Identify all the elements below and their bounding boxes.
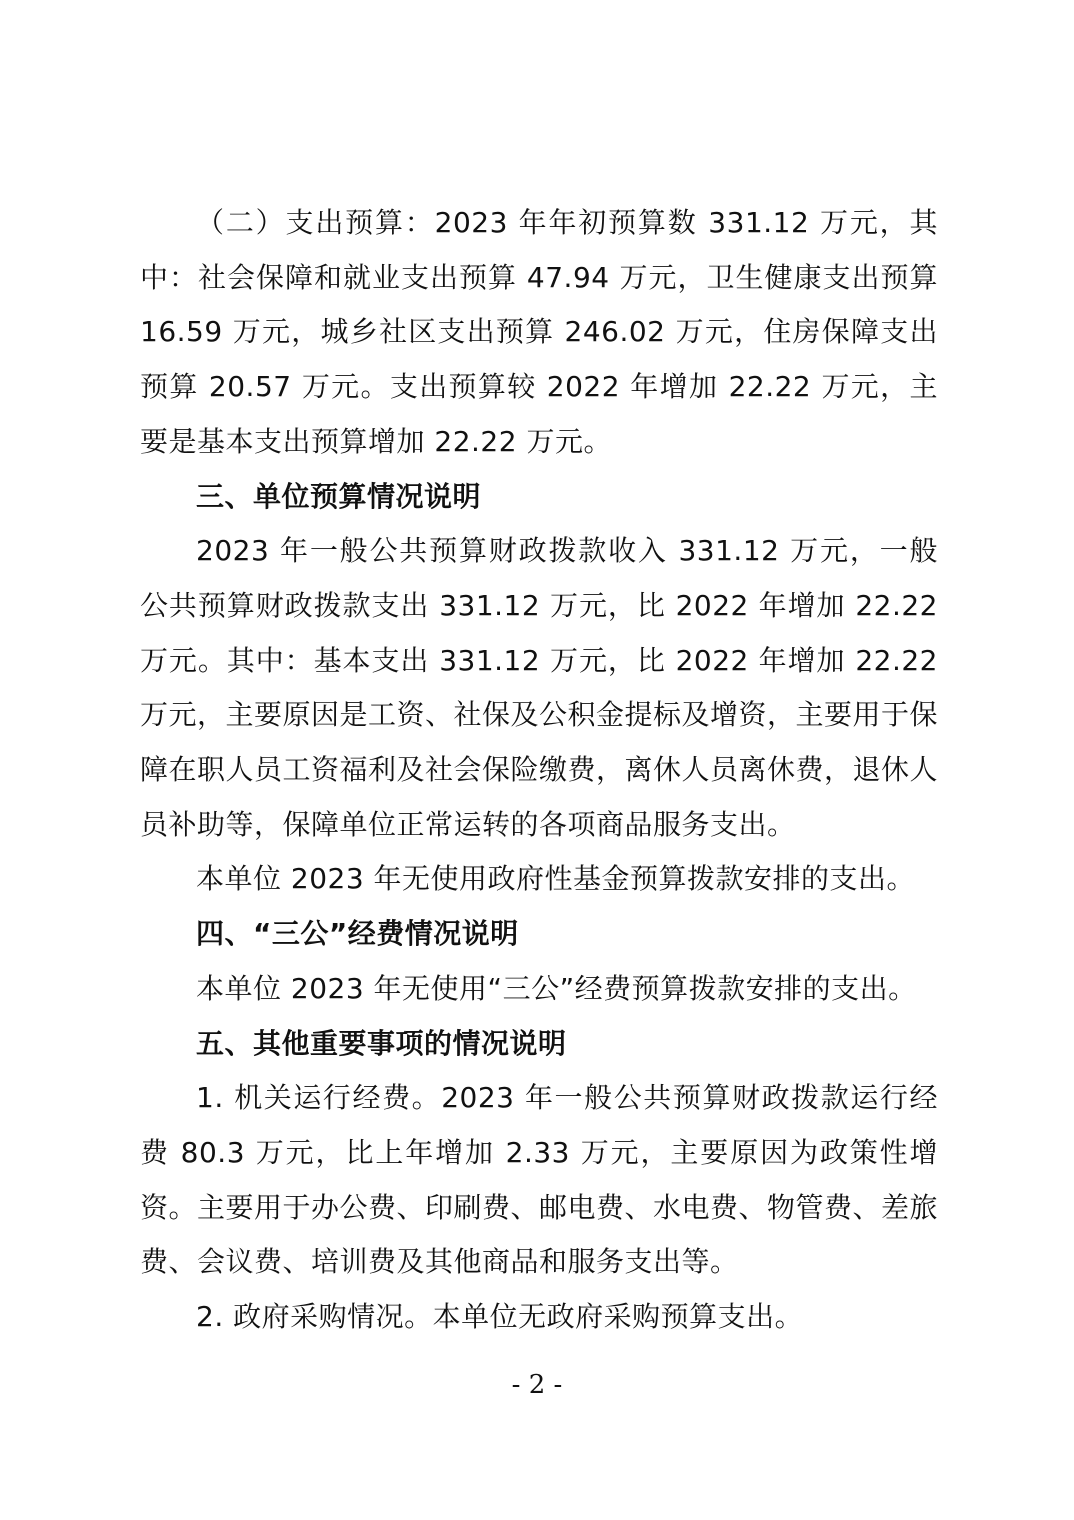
three-public-expenses-paragraph: 本单位 2023 年无使用“三公”经费预算拨款安排的支出。 <box>196 971 917 1005</box>
section-four-heading: 四、“三公”经费情况说明 <box>196 917 519 951</box>
page-number: - 2 - <box>511 1370 563 1400</box>
document-body <box>140 196 938 1345</box>
procurement-paragraph: 2. 政府采购情况。本单位无政府采购预算支出。 <box>196 1300 804 1334</box>
section-five-heading: 五、其他重要事项的情况说明 <box>196 1026 567 1060</box>
section-three-heading: 三、单位预算情况说明 <box>196 479 482 513</box>
operating-expenses-paragraph: 1. 机关运行经费。2023 年一般公共预算财政拨款运行经费 80.3 万元，比上年增加 2.33 万元，主要原因为政策性增资。主要用于办公费、印刷费、邮电费、水电费、物管费、差旅费、会议费、培训费及其他商品和服务支出等。 <box>140 1081 939 1279</box>
unit-budget-paragraph: 2023 年一般公共预算财政拨款收入 331.12 万元，一般公共预算财政拨款支出 331.12 万元，比 2022 年增加 22.22 万元。其中：基本支出 331.12 万元，比 2022 年增加 22.22 万元，主要原因是工资、社保及公积金提标及增资，主要用于保障在职人员工资福利及社会保险缴费，离休人员离休费，退休人员补助等，保障单位正常运转的各项商品服务支出。 <box>140 534 939 841</box>
expenditure-budget-paragraph: （二）支出预算：2023 年年初预算数 331.12 万元，其中：社会保障和就业支出预算 47.94 万元，卫生健康支出预算 16.59 万元，城乡社区支出预算 246.02 万元，住房保障支出预算 20.57 万元。支出预算较 2022 年增加 22.22 万元，主要是基本支出预算增加 22.22 万元。 <box>140 206 938 458</box>
government-fund-paragraph: 本单位 2023 年无使用政府性基金预算拨款安排的支出。 <box>196 862 916 896</box>
